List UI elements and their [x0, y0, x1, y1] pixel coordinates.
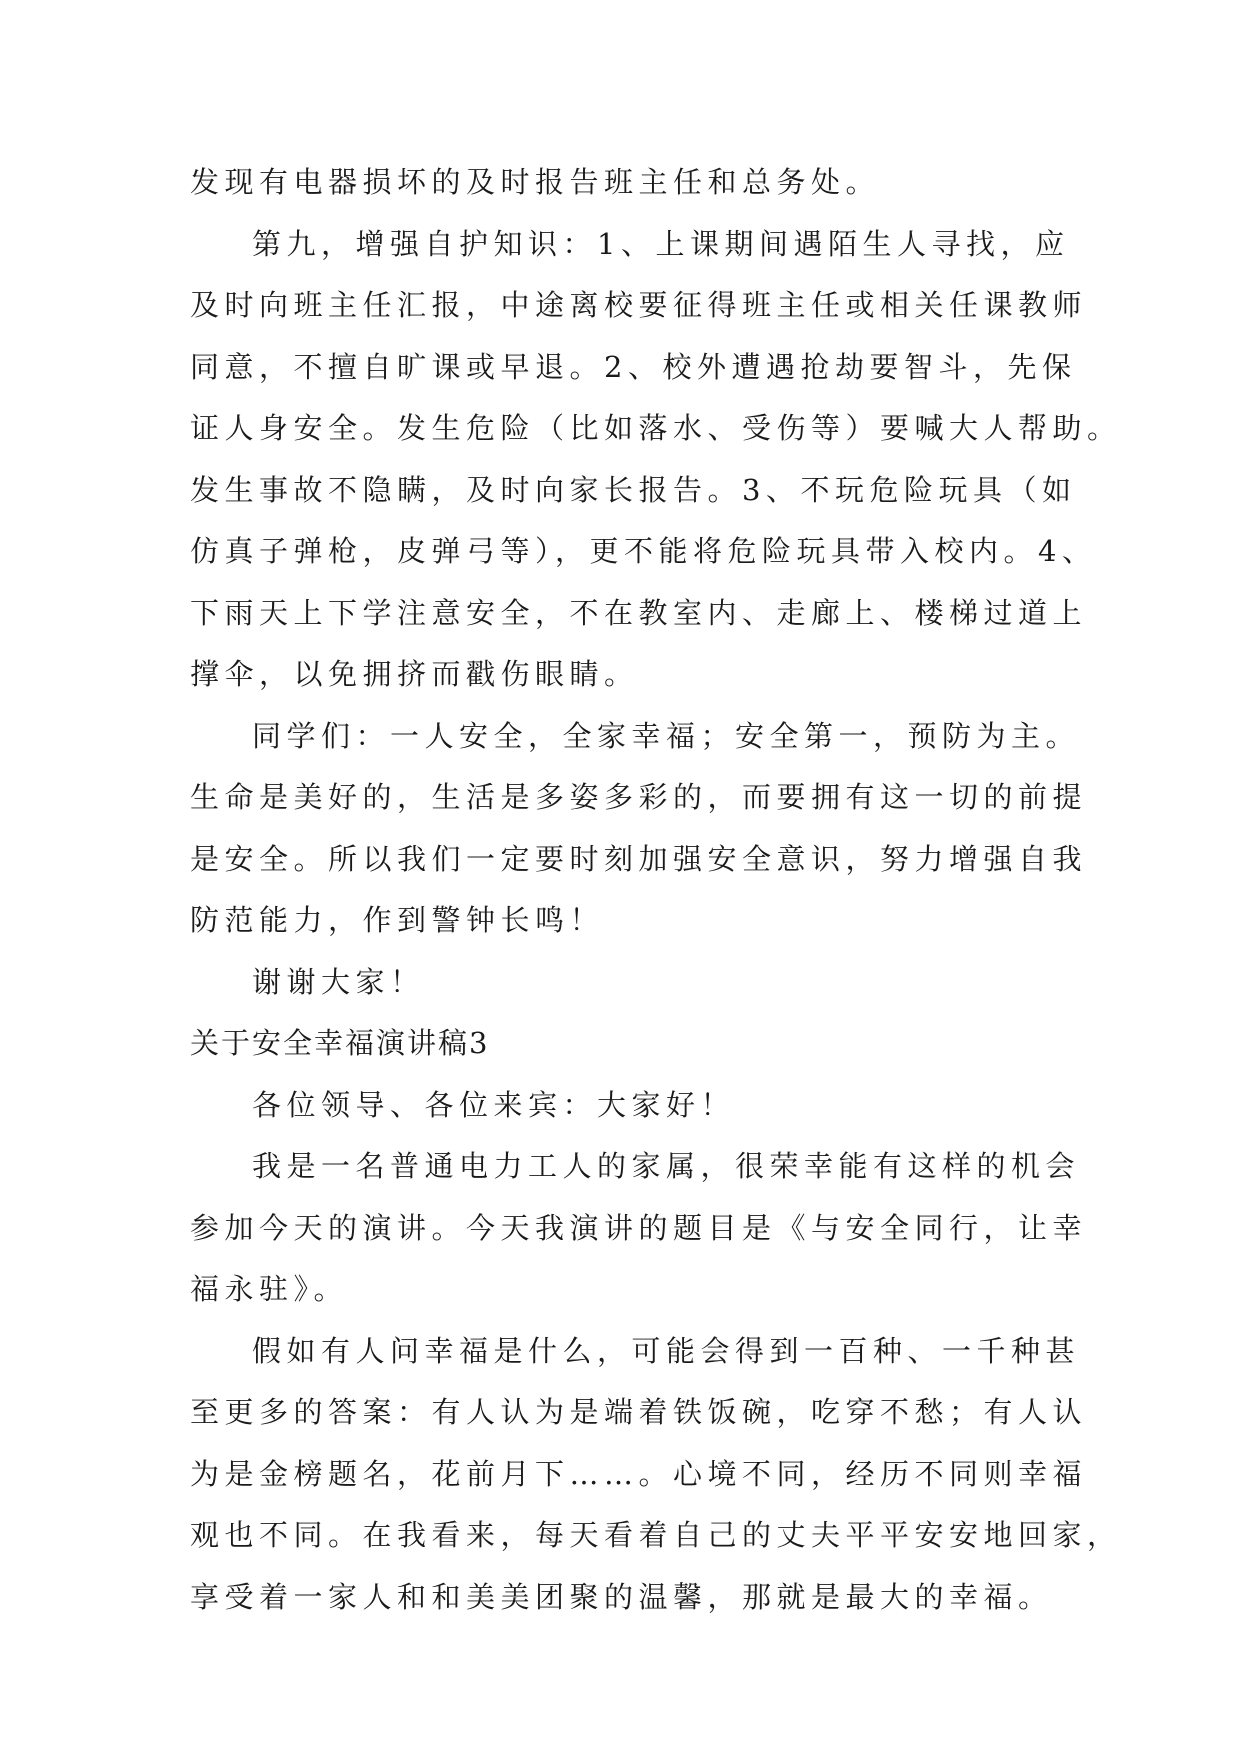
text-line: 发现有电器损坏的及时报告班主任和总务处。 — [190, 165, 881, 199]
document-body — [190, 152, 1122, 1628]
text-line: 第九，增强自护知识：1、上课期间遇陌生人寻找，应 — [252, 226, 1070, 261]
text-line: 为是金榜题名，花前月下……。心境不同，经历不同则幸福 — [190, 1456, 1088, 1491]
text-line: 福永驻》。 — [190, 1272, 349, 1306]
text-line: 关于安全幸福演讲稿3 — [190, 1026, 490, 1060]
text-line: 参加今天的演讲。今天我演讲的题目是《与安全同行，让幸 — [190, 1210, 1088, 1245]
paragraph — [190, 706, 1088, 952]
text-line: 生命是美好的，生活是多姿多彩的，而要拥有这一切的前提 — [190, 780, 1088, 814]
text-line: 下雨天上下学注意安全，不在教室内、走廊上、楼梯过道上 — [190, 595, 1088, 630]
text-line: 及时向班主任汇报，中途离校要征得班主任或相关任课教师 — [190, 288, 1088, 322]
text-line: 同学们：一人安全，全家幸福；安全第一，预防为主。 — [252, 718, 1081, 753]
paragraph — [190, 1075, 1070, 1137]
text-line: 至更多的答案：有人认为是端着铁饭碗，吃穿不愁；有人认 — [190, 1395, 1088, 1429]
text-line: 谢谢大家！ — [252, 964, 425, 999]
text-line: 证人身安全。发生危险（比如落水、受伤等）要喊大人帮助。 — [190, 411, 1122, 445]
text-line: 观也不同。在我看来，每天看着自己的丈夫平平安安地回家， — [190, 1518, 1122, 1552]
text-line: 同意，不擅自旷课或早退。2、校外遭遇抢劫要智斗，先保 — [190, 349, 1077, 384]
text-line: 各位领导、各位来宾：大家好！ — [252, 1087, 736, 1122]
text-line: 仿真子弹枪，皮弹弓等），更不能将危险玩具带入校内。4、 — [190, 534, 1097, 568]
text-line: 撑伞，以免拥挤而戳伤眼睛。 — [190, 657, 639, 691]
text-line: 我是一名普通电力工人的家属，很荣幸能有这样的机会 — [252, 1149, 1081, 1183]
section-heading — [190, 1013, 1070, 1075]
text-line: 假如有人问幸福是什么，可能会得到一百种、一千种甚 — [252, 1333, 1081, 1368]
text-line: 是安全。所以我们一定要时刻加强安全意识，努力增强自我 — [190, 841, 1088, 876]
paragraph — [190, 1136, 1088, 1321]
text-line: 防范能力，作到警钟长鸣！ — [190, 903, 605, 937]
paragraph — [190, 152, 1070, 214]
paragraph — [190, 1321, 1122, 1629]
paragraph — [190, 952, 1070, 1014]
paragraph — [190, 214, 1122, 706]
text-line: 发生事故不隐瞒，及时向家长报告。3、不玩危险玩具（如 — [190, 472, 1077, 507]
text-line: 享受着一家人和和美美团聚的温馨，那就是最大的幸福。 — [190, 1579, 1053, 1614]
